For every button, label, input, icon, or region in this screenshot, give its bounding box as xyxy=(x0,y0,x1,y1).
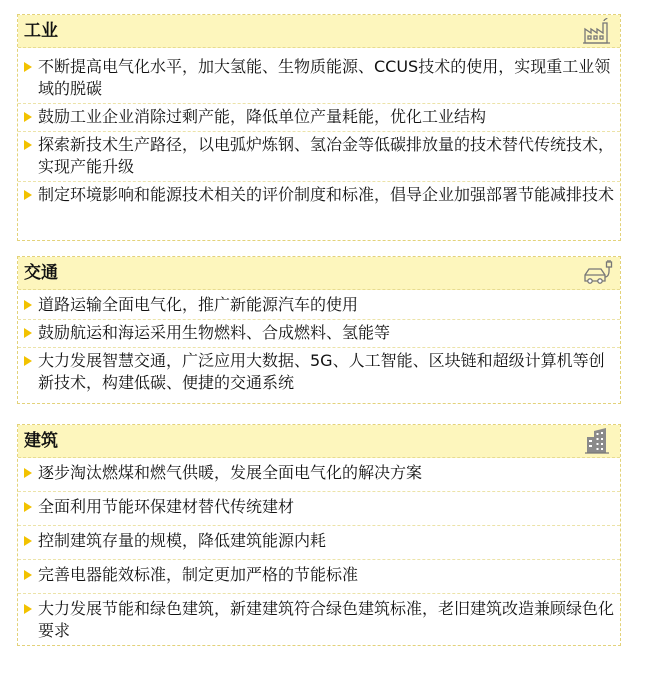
list-item-text: 完善电器能效标准，制定更加严格的节能标准 xyxy=(38,565,359,584)
industry-card xyxy=(17,14,621,241)
list-item xyxy=(18,564,620,586)
industry-title: 工业 xyxy=(24,21,58,41)
transport-header xyxy=(18,257,620,290)
bullet-icon xyxy=(24,604,32,614)
list-item xyxy=(18,350,620,394)
list-item-text: 道路运输全面电气化，推广新能源汽车的使用 xyxy=(38,295,359,314)
bullet-icon xyxy=(24,356,32,366)
transport-card xyxy=(17,256,621,404)
divider xyxy=(18,559,620,560)
list-item-text: 鼓励航运和海运采用生物燃料、合成燃料、氢能等 xyxy=(38,323,391,342)
bullet-icon xyxy=(24,570,32,580)
list-item xyxy=(18,134,620,178)
divider xyxy=(18,593,620,594)
divider xyxy=(18,347,620,348)
list-item-text: 大力发展智慧交通，广泛应用大数据、5G、人工智能、区块链和超级计算机等创新技术，构建低碳、便捷的交通系统 xyxy=(38,351,605,392)
list-item xyxy=(18,462,620,484)
bullet-icon xyxy=(24,536,32,546)
list-item xyxy=(18,184,620,206)
transport-title: 交通 xyxy=(24,263,58,283)
divider xyxy=(18,131,620,132)
list-item xyxy=(18,322,620,344)
bullet-icon xyxy=(24,140,32,150)
list-item xyxy=(18,294,620,316)
list-item xyxy=(18,598,620,642)
bullet-icon xyxy=(24,112,32,122)
list-item-text: 逐步淘汰燃煤和燃气供暖，发展全面电气化的解决方案 xyxy=(38,463,423,482)
list-item-text: 不断提高电气化水平，加大氢能、生物质能源、CCUS技术的使用，实现重工业领域的脱碳 xyxy=(38,57,611,98)
divider xyxy=(18,181,620,182)
list-item-text: 制定环境影响和能源技术相关的评价制度和标准，倡导企业加强部署节能减排技术 xyxy=(38,185,615,204)
building-icon xyxy=(582,427,612,455)
divider xyxy=(18,491,620,492)
list-item xyxy=(18,496,620,518)
divider xyxy=(18,319,620,320)
bullet-icon xyxy=(24,300,32,310)
building-header xyxy=(18,425,620,458)
list-item xyxy=(18,56,620,100)
factory-icon xyxy=(582,17,612,45)
list-item-text: 控制建筑存量的规模，降低建筑能源内耗 xyxy=(38,531,327,550)
list-item-text: 鼓励工业企业消除过剩产能，降低单位产量耗能，优化工业结构 xyxy=(38,107,487,126)
list-item-text: 探索新技术生产路径，以电弧炉炼钢、氢冶金等低碳排放量的技术替代传统技术，实现产能升级 xyxy=(38,135,615,176)
list-item xyxy=(18,530,620,552)
bullet-icon xyxy=(24,62,32,72)
divider xyxy=(18,525,620,526)
divider xyxy=(18,103,620,104)
bullet-icon xyxy=(24,468,32,478)
list-item-text: 大力发展节能和绿色建筑，新建建筑符合绿色建筑标准，老旧建筑改造兼顾绿色化要求 xyxy=(38,599,615,640)
building-title: 建筑 xyxy=(24,431,58,451)
bullet-icon xyxy=(24,190,32,200)
building-card xyxy=(17,424,621,646)
list-item xyxy=(18,106,620,128)
bullet-icon xyxy=(24,502,32,512)
bullet-icon xyxy=(24,328,32,338)
list-item-text: 全面利用节能环保建材替代传统建材 xyxy=(38,497,295,516)
electric-car-icon xyxy=(582,259,612,287)
industry-header xyxy=(18,15,620,48)
